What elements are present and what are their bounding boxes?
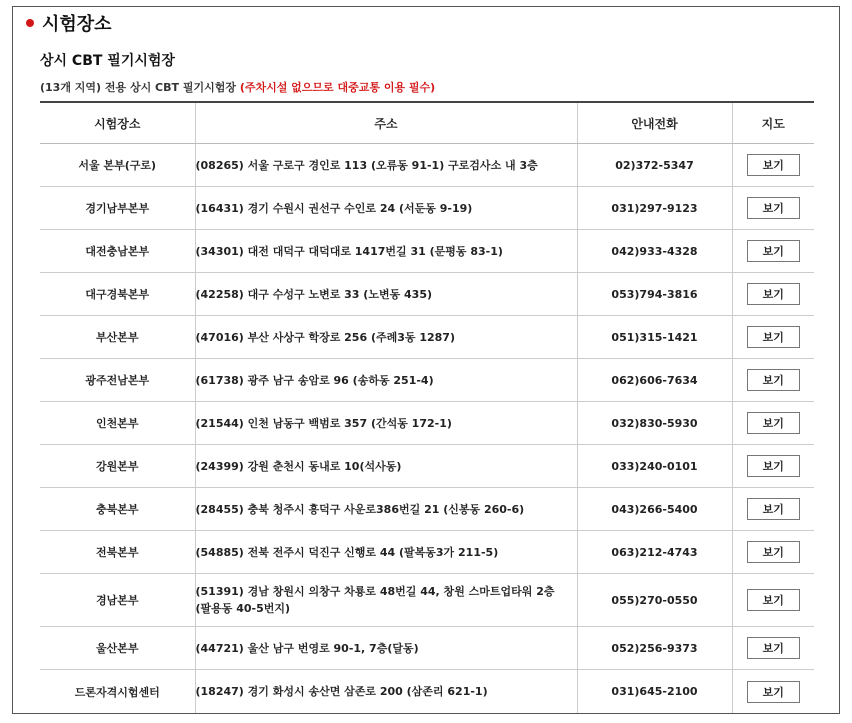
site-address-cell xyxy=(195,273,577,316)
view-map-button[interactable]: 보기 xyxy=(747,326,800,348)
info-note xyxy=(40,79,435,95)
view-map-button[interactable]: 보기 xyxy=(747,240,800,262)
site-phone: 02)372-5347 xyxy=(577,144,732,187)
site-phone: 042)933-4328 xyxy=(577,230,732,273)
table-row xyxy=(40,230,814,273)
site-address-cell xyxy=(195,670,577,714)
view-map-button[interactable]: 보기 xyxy=(747,541,800,563)
site-phone: 063)212-4743 xyxy=(577,531,732,574)
site-name: 광주전남본부 xyxy=(40,359,195,402)
site-address: (47016) 부산 사상구 학장로 256 (주례3동 1287) xyxy=(195,330,455,344)
site-map-cell xyxy=(732,574,814,627)
header-phone: 안내전화 xyxy=(577,102,732,144)
table-row xyxy=(40,488,814,531)
view-map-button[interactable]: 보기 xyxy=(747,589,800,611)
site-map-cell xyxy=(732,627,814,670)
site-name: 대구경북본부 xyxy=(40,273,195,316)
site-map-cell xyxy=(732,445,814,488)
site-name: 부산본부 xyxy=(40,316,195,359)
header-map: 지도 xyxy=(732,102,814,144)
site-name: 울산본부 xyxy=(40,627,195,670)
section-title: 시험장소 xyxy=(42,14,112,35)
site-address-cell xyxy=(195,187,577,230)
site-address: (34301) 대전 대덕구 대덕대로 1417번길 31 (문평동 83-1) xyxy=(195,244,503,258)
site-address-cell xyxy=(195,488,577,531)
site-address-cell xyxy=(195,531,577,574)
site-address-cell xyxy=(195,230,577,273)
site-map-cell xyxy=(732,273,814,316)
site-name: 인천본부 xyxy=(40,402,195,445)
table-header-row xyxy=(40,102,814,144)
site-map-cell xyxy=(732,187,814,230)
site-phone: 051)315-1421 xyxy=(577,316,732,359)
site-name: 대전충남본부 xyxy=(40,230,195,273)
section-heading xyxy=(26,10,112,36)
red-bullet-icon xyxy=(26,19,34,27)
site-address: (08265) 서울 구로구 경인로 113 (오류동 91-1) 구로검사소 내 3층 xyxy=(195,158,538,172)
site-address: (61738) 광주 남구 송암로 96 (송하동 251-4) xyxy=(195,373,434,387)
site-name: 경기남부본부 xyxy=(40,187,195,230)
site-phone: 043)266-5400 xyxy=(577,488,732,531)
view-map-button[interactable]: 보기 xyxy=(747,498,800,520)
site-phone: 052)256-9373 xyxy=(577,627,732,670)
site-phone: 062)606-7634 xyxy=(577,359,732,402)
site-address: (54885) 전북 전주시 덕진구 신행로 44 (팔복동3가 211-5) xyxy=(195,545,499,559)
view-map-button[interactable]: 보기 xyxy=(747,154,800,176)
table-row xyxy=(40,670,814,714)
view-map-button[interactable]: 보기 xyxy=(747,681,800,703)
site-phone: 031)645-2100 xyxy=(577,670,732,714)
site-map-cell xyxy=(732,144,814,187)
site-phone: 053)794-3816 xyxy=(577,273,732,316)
site-address-cell xyxy=(195,445,577,488)
table-row xyxy=(40,402,814,445)
site-name: 충북본부 xyxy=(40,488,195,531)
table-row xyxy=(40,445,814,488)
site-name: 경남본부 xyxy=(40,574,195,627)
site-name: 서울 본부(구로) xyxy=(40,144,195,187)
site-address-cell xyxy=(195,359,577,402)
page-subtitle: 상시 CBT 필기시험장 xyxy=(40,53,175,69)
site-name: 강원본부 xyxy=(40,445,195,488)
site-address: (28455) 충북 청주시 흥덕구 사운로386번길 21 (신봉동 260-6) xyxy=(195,502,525,516)
view-map-button[interactable]: 보기 xyxy=(747,283,800,305)
note-text: (13개 지역) 전용 상시 CBT 필기시험장 xyxy=(40,81,240,94)
view-map-button[interactable]: 보기 xyxy=(747,455,800,477)
header-name: 시험장소 xyxy=(40,102,195,144)
site-map-cell xyxy=(732,670,814,714)
view-map-button[interactable]: 보기 xyxy=(747,412,800,434)
view-map-button[interactable]: 보기 xyxy=(747,369,800,391)
site-address: (18247) 경기 화성시 송산면 삼존로 200 (삼존리 621-1) xyxy=(195,685,488,698)
site-address: (16431) 경기 수원시 권선구 수인로 24 (서둔동 9-19) xyxy=(195,201,473,215)
table-row xyxy=(40,144,814,187)
site-address-cell xyxy=(195,574,577,627)
site-address-cell xyxy=(195,316,577,359)
test-site-table xyxy=(40,101,814,714)
site-address: (42258) 대구 수성구 노변로 33 (노변동 435) xyxy=(195,287,433,301)
site-phone: 032)830-5930 xyxy=(577,402,732,445)
site-phone: 033)240-0101 xyxy=(577,445,732,488)
site-map-cell xyxy=(732,359,814,402)
table-row xyxy=(40,574,814,627)
site-name: 드론자격시험센터 xyxy=(40,670,195,714)
table-row xyxy=(40,627,814,670)
view-map-button[interactable]: 보기 xyxy=(747,197,800,219)
site-map-cell xyxy=(732,531,814,574)
site-address-cell xyxy=(195,144,577,187)
table-row xyxy=(40,273,814,316)
site-address: (51391) 경남 창원시 의창구 차룡로 48번길 44, 창원 스마트업타워 2층 xyxy=(195,585,555,598)
table-row xyxy=(40,531,814,574)
site-phone: 031)297-9123 xyxy=(577,187,732,230)
site-address: (44721) 울산 남구 번영로 90-1, 7층(달동) xyxy=(195,641,419,655)
site-map-cell xyxy=(732,230,814,273)
site-map-cell xyxy=(732,488,814,531)
parking-warning: (주차시설 없으므로 대중교통 이용 필수) xyxy=(239,81,436,94)
site-address: (21544) 인천 남동구 백범로 357 (간석동 172-1) xyxy=(195,416,452,430)
site-address: (24399) 강원 춘천시 동내로 10(석사동) xyxy=(195,459,402,473)
site-address-cell xyxy=(195,402,577,445)
site-name: 전북본부 xyxy=(40,531,195,574)
header-address: 주소 xyxy=(195,102,577,144)
site-map-cell xyxy=(732,402,814,445)
table-row xyxy=(40,316,814,359)
site-map-cell xyxy=(732,316,814,359)
site-address-cell xyxy=(195,627,577,670)
view-map-button[interactable]: 보기 xyxy=(747,637,800,659)
table-row xyxy=(40,187,814,230)
site-address-line2: (팔용동 40-5번지) xyxy=(195,602,291,615)
table-row xyxy=(40,359,814,402)
site-phone: 055)270-0550 xyxy=(577,574,732,627)
